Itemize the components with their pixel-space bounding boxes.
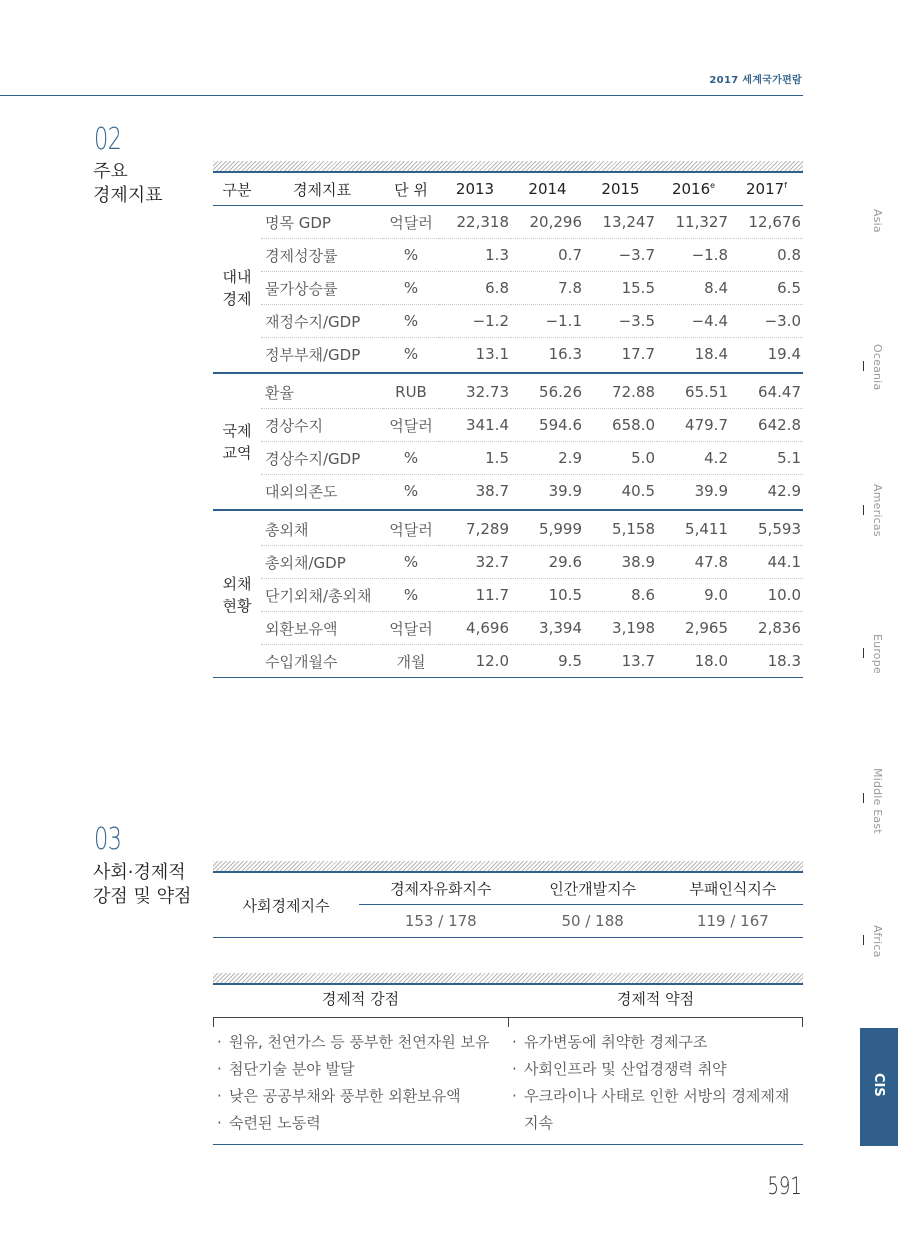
- indicator-name: 물가상승률: [261, 272, 383, 305]
- indicator-value: 39.9: [694, 482, 728, 500]
- side-tab-europe[interactable]: Europe: [871, 634, 884, 674]
- indicator-value: 658.0: [584, 409, 657, 442]
- indicator-value: 6.8: [439, 272, 511, 305]
- table-row: [213, 579, 803, 612]
- col-header-2014: 2014: [511, 173, 584, 206]
- side-tab-middle-east[interactable]: Middle East: [871, 768, 884, 834]
- indicator-value: 47.8: [657, 546, 730, 579]
- indicator-value: 72.88: [584, 376, 657, 409]
- table-row: [213, 513, 803, 546]
- sw-bracket-right: [802, 1017, 803, 1027]
- group-label-line: 국제: [222, 421, 252, 440]
- indicator-unit: %: [383, 442, 439, 475]
- indicator-value: 7,289: [439, 513, 511, 546]
- indicator-value: 17.7: [621, 345, 655, 363]
- indicator-value: 4,696: [439, 612, 511, 645]
- indicator-unit: RUB: [383, 376, 439, 409]
- strengths-heading: 경제적 강점: [321, 990, 400, 1008]
- social-header: 인간개발지수: [523, 873, 663, 905]
- indicator-value: 2.9: [511, 442, 584, 475]
- table-row: [213, 305, 803, 338]
- indicator-value: 13,247: [584, 206, 657, 239]
- sw-top-rule: [213, 983, 803, 985]
- strength-item: · 낮은 공공부채와 풍부한 외환보유액: [217, 1083, 502, 1110]
- strength-item: · 원유, 천연가스 등 풍부한 천연자원 보유: [217, 1029, 502, 1056]
- sw-bottom-rule: [213, 1144, 803, 1145]
- indicator-value: −4.4: [657, 305, 730, 338]
- cis-tab-label: CIS: [871, 1073, 886, 1097]
- section-number-02: 02: [94, 122, 122, 157]
- social-hatch-bar: [213, 861, 803, 871]
- indicator-unit: 억달러: [383, 206, 439, 239]
- social-value: 50 / 188: [561, 912, 624, 930]
- side-tab-tick: [863, 793, 864, 803]
- indicator-value: 11.7: [439, 579, 511, 612]
- indicator-name: 경상수지/GDP: [261, 442, 383, 475]
- indicator-value: 12.0: [475, 652, 509, 670]
- table-row: [213, 612, 803, 645]
- indicator-value: 18.3: [767, 652, 801, 670]
- section-title-strengths-weaknesses: [93, 861, 191, 909]
- group-label: [213, 206, 261, 371]
- table-row: [213, 442, 803, 475]
- indicator-unit: 억달러: [383, 409, 439, 442]
- indicator-value: −3.7: [584, 239, 657, 272]
- indicator-unit: %: [403, 345, 419, 363]
- sw-hatch-bar: [213, 973, 803, 983]
- indicator-value: 5,999: [511, 513, 584, 546]
- indicator-value: −3.0: [730, 305, 803, 338]
- indicator-value: 32.73: [439, 376, 511, 409]
- side-tab-tick: [863, 935, 864, 945]
- indicator-unit: %: [383, 305, 439, 338]
- indicator-value: 39.9: [548, 482, 582, 500]
- social-bottom-rule: [213, 937, 803, 938]
- indicator-unit: %: [403, 482, 419, 500]
- table-row: [213, 645, 803, 678]
- col-header-2013: 2013: [439, 173, 511, 206]
- page-number: 591: [767, 1172, 802, 1200]
- group-label-line: 현황: [222, 597, 252, 615]
- strength-item: · 숙련된 노동력: [217, 1110, 502, 1137]
- indicator-value: 3,198: [584, 612, 657, 645]
- strengths-list: [217, 1029, 502, 1137]
- indicator-value: 18.4: [694, 345, 728, 363]
- group-label-line: 외채: [222, 575, 252, 593]
- indicator-value: 3,394: [511, 612, 584, 645]
- indicator-value: 16.3: [548, 345, 582, 363]
- table-bottom-rule: [213, 677, 803, 678]
- social-header: 경제자유화지수: [359, 873, 523, 905]
- indicator-value: 12,676: [730, 206, 803, 239]
- indicator-value: −1.8: [657, 239, 730, 272]
- indicator-value: 29.6: [511, 546, 584, 579]
- table-hatch-bar: [213, 161, 803, 171]
- social-header: 부패인식지수: [663, 873, 803, 905]
- indicator-unit: %: [383, 272, 439, 305]
- indicator-name: 경상수지: [261, 409, 383, 442]
- indicator-value: 64.47: [730, 376, 803, 409]
- group-separator-rule: [213, 509, 803, 511]
- table-row: [213, 475, 803, 508]
- indicator-value: 19.4: [767, 345, 801, 363]
- indicator-value: 56.26: [511, 376, 584, 409]
- indicator-name: 정부부채/GDP: [265, 345, 361, 364]
- group-label-line: 대내: [222, 268, 252, 286]
- table-row: [213, 272, 803, 305]
- weakness-item: · 사회인프라 및 산업경쟁력 취약: [512, 1056, 802, 1083]
- indicator-value: 13.7: [621, 652, 655, 670]
- indicator-value: 20,296: [511, 206, 584, 239]
- col-header-2017: [730, 173, 803, 206]
- indicator-value: 9.0: [657, 579, 730, 612]
- group-separator-rule: [213, 372, 803, 374]
- indicator-unit: 개월: [396, 652, 426, 671]
- indicator-value: 1.3: [439, 239, 511, 272]
- year-label: 2017: [745, 180, 785, 198]
- side-tab-tick: [863, 361, 864, 371]
- group-label-line: 교역: [222, 443, 252, 462]
- indicator-value: 32.7: [439, 546, 511, 579]
- indicator-name: 총외채: [261, 513, 383, 546]
- indicator-value: 0.8: [730, 239, 803, 272]
- indicator-value: 22,318: [439, 206, 511, 239]
- table-row: [213, 239, 803, 272]
- indicator-value: 5,593: [730, 513, 803, 546]
- indicator-value: 38.7: [475, 482, 509, 500]
- social-value: 119 / 167: [696, 912, 769, 930]
- sw-bracket-mid: [508, 1017, 509, 1027]
- indicator-value: 0.7: [511, 239, 584, 272]
- indicator-value: 13.1: [475, 345, 509, 363]
- side-tab-africa[interactable]: Africa: [871, 925, 884, 958]
- indicator-name: 대외의존도: [265, 482, 338, 501]
- table-row: [213, 376, 803, 409]
- table-row: [213, 409, 803, 442]
- indicator-name: 단기외채/총외채: [261, 579, 383, 612]
- indicator-name: 외환보유액: [261, 612, 383, 645]
- col-header-2016: [657, 173, 730, 206]
- indicator-value: 479.7: [657, 409, 730, 442]
- col-header-group: 구분: [213, 173, 261, 206]
- side-tab-tick: [863, 648, 864, 658]
- indicator-value: 10.5: [511, 579, 584, 612]
- weakness-item: · 우크라이나 사태로 인한 서방의 경제제재 지속: [512, 1083, 802, 1137]
- side-tab-asia[interactable]: Asia: [871, 209, 884, 233]
- year-label: 2016: [671, 180, 711, 198]
- side-tab-americas[interactable]: Americas: [871, 484, 884, 537]
- table-row: [213, 338, 803, 371]
- indicator-value: 18.0: [694, 652, 728, 670]
- indicator-value: 1.5: [439, 442, 511, 475]
- indicator-name: 총외채/GDP: [261, 546, 383, 579]
- header-rule: [0, 95, 803, 96]
- group-label: [213, 513, 261, 677]
- social-index-label: 사회경제지수: [242, 896, 330, 915]
- group-label-line: 경제: [222, 290, 252, 308]
- section-title-economic-indicators: [93, 160, 163, 208]
- indicator-value: 642.8: [730, 409, 803, 442]
- weaknesses-heading: 경제적 약점: [616, 990, 695, 1008]
- weakness-item: · 유가변동에 취약한 경제구조: [512, 1029, 802, 1056]
- indicator-unit: %: [383, 579, 439, 612]
- economic-indicators-table: [213, 173, 803, 677]
- indicator-value: 10.0: [730, 579, 803, 612]
- indicator-value: −1.1: [511, 305, 584, 338]
- indicator-value: 5.0: [584, 442, 657, 475]
- side-tab-oceania[interactable]: Oceania: [871, 344, 884, 391]
- sw-bracket-left: [213, 1017, 214, 1027]
- indicator-unit: 억달러: [383, 513, 439, 546]
- indicator-unit: %: [383, 239, 439, 272]
- indicator-value: 594.6: [511, 409, 584, 442]
- forecast-mark: f: [784, 181, 787, 190]
- running-header: 2017 세계국가편람: [709, 75, 802, 86]
- indicator-value: 9.5: [558, 652, 582, 670]
- indicator-value: 40.5: [621, 482, 655, 500]
- indicator-name: 재정수지/GDP: [261, 305, 383, 338]
- indicator-value: 8.4: [657, 272, 730, 305]
- section-title-line: 경제지표: [93, 185, 163, 206]
- indicator-value: 2,965: [657, 612, 730, 645]
- indicator-value: 2,836: [730, 612, 803, 645]
- estimate-mark: e: [710, 181, 716, 190]
- indicator-value: 65.51: [657, 376, 730, 409]
- indicator-value: 5,411: [657, 513, 730, 546]
- indicator-value: 44.1: [730, 546, 803, 579]
- section-title-line: 강점 및 약점: [93, 886, 192, 907]
- social-value: 153 / 178: [404, 912, 477, 930]
- indicator-name: 수입개월수: [265, 652, 338, 671]
- indicator-value: −1.2: [439, 305, 511, 338]
- col-header-unit: 단 위: [383, 173, 439, 206]
- indicator-value: 42.9: [767, 482, 801, 500]
- indicator-value: 5.1: [730, 442, 803, 475]
- section-title-line: 사회·경제적: [93, 862, 186, 883]
- indicator-name: 경제성장률: [261, 239, 383, 272]
- indicator-value: 5,158: [584, 513, 657, 546]
- social-index-table: [213, 873, 803, 937]
- col-header-indicator: 경제지표: [261, 173, 383, 206]
- table-row: [213, 546, 803, 579]
- table-header-row: [213, 173, 803, 206]
- indicator-name: 명목 GDP: [261, 206, 383, 239]
- indicator-value: 6.5: [730, 272, 803, 305]
- indicator-value: 15.5: [584, 272, 657, 305]
- col-header-2015: 2015: [584, 173, 657, 206]
- indicator-unit: 억달러: [383, 612, 439, 645]
- side-tab-tick: [863, 505, 864, 515]
- indicator-value: 8.6: [584, 579, 657, 612]
- section-number-03: 03: [94, 822, 122, 857]
- indicator-value: 341.4: [439, 409, 511, 442]
- indicator-value: −3.5: [584, 305, 657, 338]
- strength-item: · 첨단기술 분야 발달: [217, 1056, 502, 1083]
- group-label: [213, 376, 261, 507]
- indicator-name: 환율: [261, 376, 383, 409]
- section-title-line: 주요: [93, 161, 128, 182]
- indicator-unit: %: [383, 546, 439, 579]
- side-tab-cis-active[interactable]: [860, 1028, 898, 1146]
- table-row: [213, 206, 803, 239]
- weaknesses-list: [512, 1029, 802, 1137]
- indicator-value: 7.8: [511, 272, 584, 305]
- indicator-value: 38.9: [584, 546, 657, 579]
- indicator-value: 4.2: [657, 442, 730, 475]
- indicator-value: 11,327: [657, 206, 730, 239]
